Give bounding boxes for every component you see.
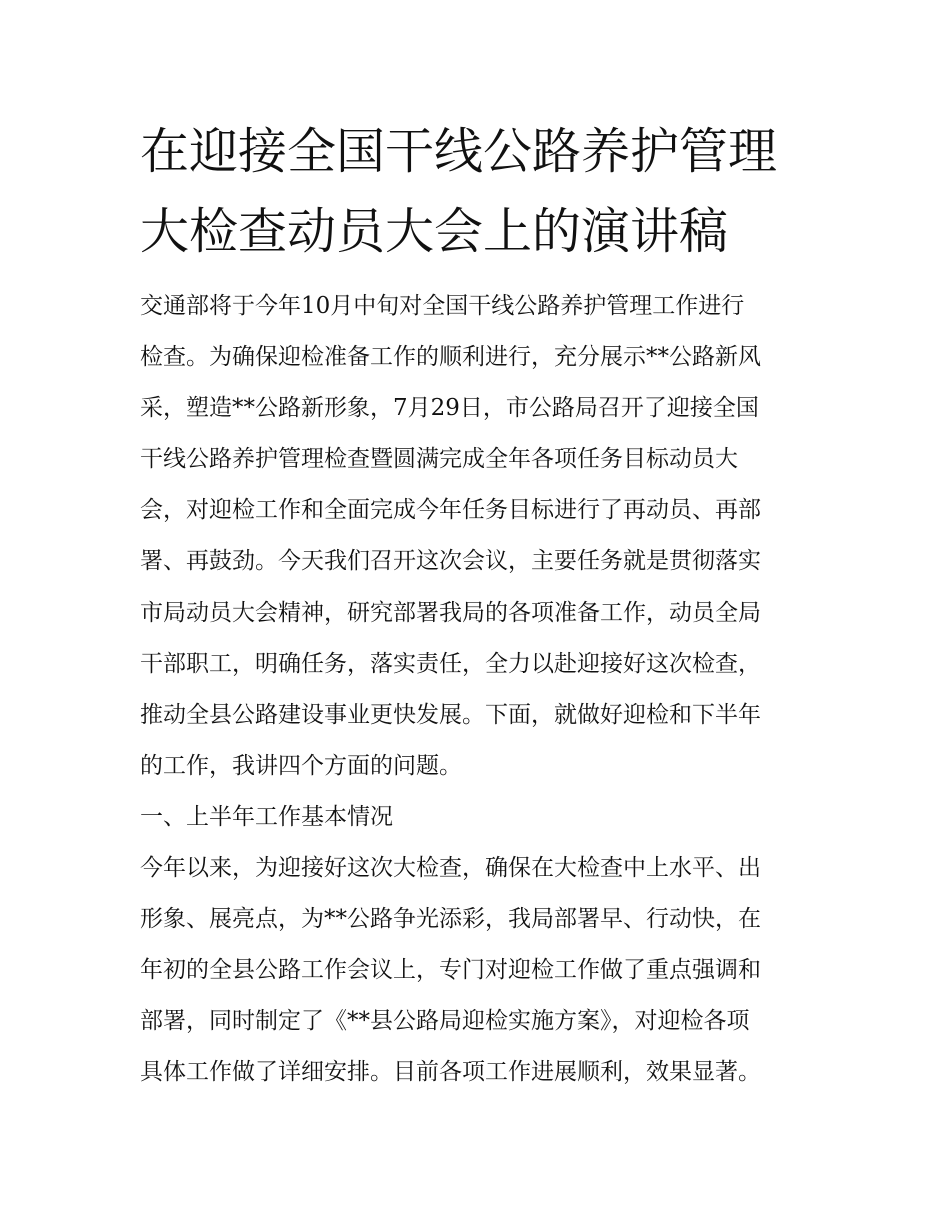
paragraph-2-line-3: 年初的全县公路工作会议上，专门对迎检工作做了重点强调和 <box>140 957 761 984</box>
paragraph-1-line-2: 检查。为确保迎检准备工作的顺利进行，充分展示**公路新风 <box>140 344 761 371</box>
paragraph-1-line-9: 推动全县公路建设事业更快发展。下面，就做好迎检和下半年 <box>140 701 761 728</box>
paragraph-2-line-4: 部署，同时制定了《**县公路局迎检实施方案》，对迎检各项 <box>140 1008 750 1035</box>
paragraph-2-line-2: 形象、展亮点，为**公路争光添彩，我局部署早、行动快，在 <box>140 906 761 933</box>
paragraph-1-line-1: 交通部将于今年10月中旬对全国干线公路养护管理工作进行 <box>140 293 745 319</box>
paragraph-1-line-10: 的工作，我讲四个方面的问题。 <box>140 752 462 779</box>
paragraph-1-line-8: 干部职工，明确任务，落实责任，全力以赴迎接好这次检查， <box>140 650 761 677</box>
paragraph-2-line-5: 具体工作做了详细安排。目前各项工作进展顺利，效果显著。 <box>140 1059 761 1086</box>
document-title <box>140 112 820 272</box>
document-body <box>140 281 820 1099</box>
title-line-1: 在迎接全国干线公路养护管理 <box>140 123 778 180</box>
paragraph-1-line-7: 市局动员大会精神，研究部署我局的各项准备工作，动员全局 <box>140 599 761 626</box>
title-line-2: 大检查动员大会上的演讲稿 <box>140 203 729 260</box>
paragraph-1-line-6: 署、再鼓劲。今天我们召开这次会议，主要任务就是贯彻落实 <box>140 548 761 575</box>
paragraph-1-line-4: 干线公路养护管理检查暨圆满完成全年各项任务目标动员大 <box>140 446 738 473</box>
paragraph-1-line-5: 会，对迎检工作和全面完成今年任务目标进行了再动员、再部 <box>140 497 761 524</box>
paragraph-2-line-1: 今年以来，为迎接好这次大检查，确保在大检查中上水平、出 <box>140 855 761 882</box>
section-heading: 一、上半年工作基本情况 <box>140 803 393 830</box>
paragraph-1-line-3: 采，塑造**公路新形象，7月29日，市公路局召开了迎接全国 <box>140 395 759 422</box>
